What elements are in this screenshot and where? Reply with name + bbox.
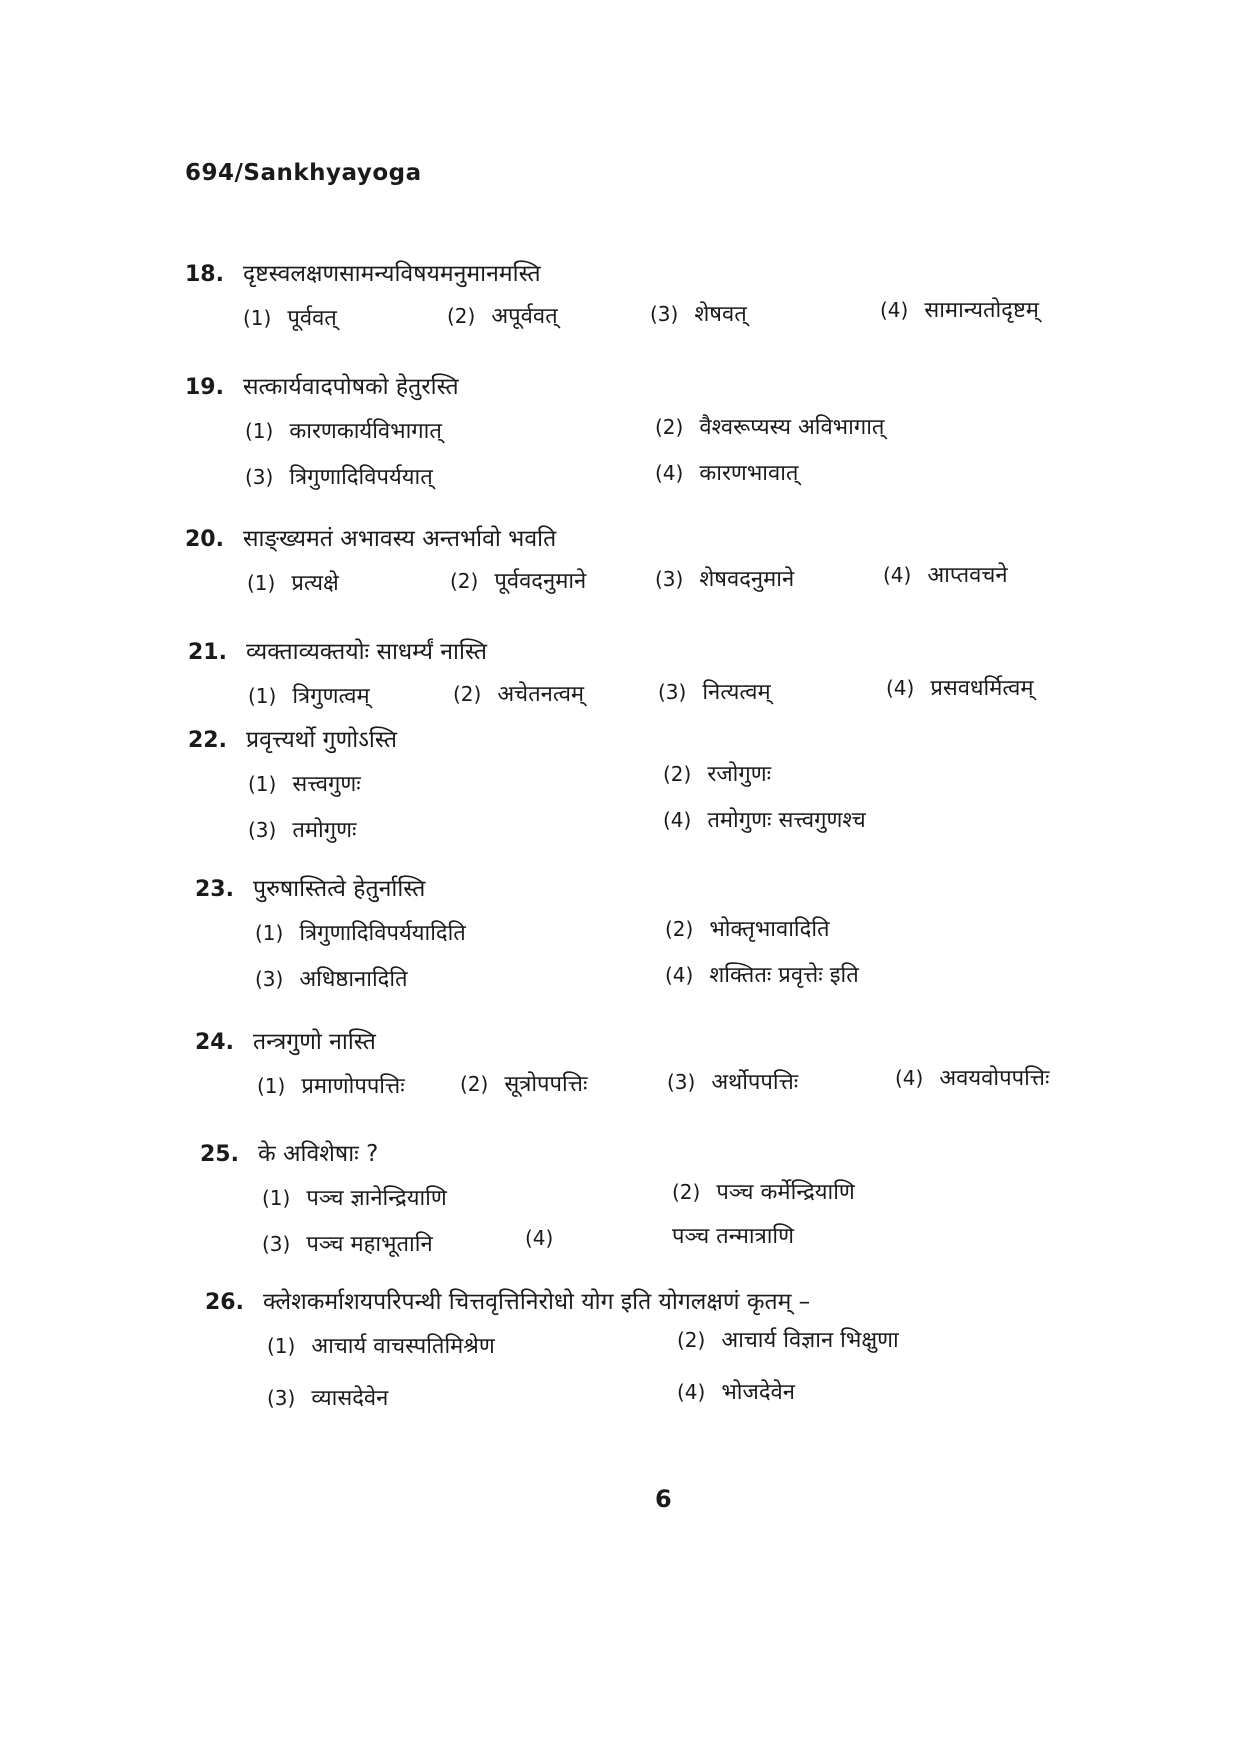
- question-number: 19.: [185, 375, 224, 400]
- option-text: त्रिगुणादिविपर्ययात्: [289, 465, 433, 490]
- question-text: तन्त्रगुणो नास्ति: [253, 1029, 376, 1055]
- option-num: (3): [245, 465, 274, 489]
- option-2: [447, 300, 558, 330]
- option-text: अपूर्ववत्: [491, 304, 558, 329]
- option-3: [655, 563, 794, 593]
- option-3: [667, 1066, 798, 1096]
- option-4: [880, 294, 1039, 324]
- option-num: (2): [672, 1180, 701, 1204]
- option-num: (2): [655, 415, 684, 439]
- option-text: शेषवत्: [694, 302, 747, 327]
- option-3: [248, 814, 356, 844]
- option-num: (2): [677, 1328, 706, 1352]
- option-1: [255, 917, 466, 947]
- option-num: (3): [255, 967, 284, 991]
- question-text: व्यक्ताव्यक्तयोः साधर्म्यं नास्ति: [246, 639, 488, 665]
- option-num: (4): [655, 461, 684, 485]
- option-num: (2): [663, 762, 692, 786]
- option-3: [267, 1382, 388, 1412]
- option-4: [883, 559, 1008, 589]
- option-1: [243, 302, 337, 332]
- option-2: [663, 758, 771, 788]
- page-number: 6: [655, 1485, 672, 1513]
- option-text: त्रिगुणत्वम्: [292, 684, 370, 709]
- option-num: (3): [658, 680, 687, 704]
- question-text: क्लेशकर्माशयपरिपन्थी चित्तवृत्तिनिरोधो योग इति योगलक्षणं कृतम् –: [263, 1289, 811, 1315]
- question-text: के अविशेषाः ?: [258, 1141, 379, 1167]
- option-1: [247, 567, 339, 597]
- option-text: पूर्ववत्: [287, 306, 337, 331]
- option-num: (2): [460, 1072, 489, 1096]
- page-header: 694/Sankhyayoga: [185, 160, 422, 186]
- option-4: [677, 1376, 795, 1406]
- option-text: प्रत्यक्षे: [291, 571, 339, 596]
- option-num: (4): [525, 1226, 554, 1250]
- option-text: पञ्च कर्मेन्द्रियाणि: [716, 1180, 855, 1205]
- option-num: (3): [262, 1232, 291, 1256]
- option-text: पञ्च ज्ञानेन्द्रियाणि: [306, 1186, 447, 1211]
- option-num: (1): [248, 684, 277, 708]
- option-num: (4): [895, 1066, 924, 1090]
- option-2: [672, 1176, 855, 1206]
- option-text: अधिष्ठानादिति: [299, 967, 408, 992]
- option-text: कारणकार्यविभागात्: [289, 419, 442, 444]
- option-4-text: पञ्च तन्मात्राणि: [672, 1224, 795, 1249]
- option-num: (4): [886, 676, 915, 700]
- option-num: (3): [267, 1386, 296, 1410]
- option-4: [655, 457, 798, 487]
- question-text: सत्कार्यवादपोषको हेतुरस्ति: [243, 374, 459, 400]
- question-number: 20.: [185, 527, 224, 552]
- option-text: तमोगुणः: [292, 818, 357, 843]
- option-num: (3): [650, 302, 679, 326]
- option-text: आप्तवचने: [927, 563, 1008, 588]
- option-2: [450, 565, 586, 595]
- option-text: सूत्रोपपत्तिः: [504, 1072, 588, 1097]
- option-num: (3): [655, 567, 684, 591]
- option-4: [886, 672, 1034, 702]
- option-text: प्रसवधर्मित्वम्: [930, 676, 1034, 701]
- option-text: रजोगुणः: [707, 762, 772, 787]
- option-text: शक्तितः प्रवृत्तेः इति: [709, 963, 859, 988]
- option-4: [663, 804, 866, 834]
- option-text: अर्थोपपत्तिः: [711, 1070, 799, 1095]
- option-3: [658, 676, 771, 706]
- option-2: [677, 1324, 899, 1354]
- option-3: [262, 1228, 433, 1258]
- option-2: [460, 1068, 587, 1098]
- option-num: (2): [450, 569, 479, 593]
- option-4: [895, 1062, 1049, 1092]
- option-text: भोजदेवेन: [721, 1380, 795, 1405]
- question-number: 21.: [188, 640, 227, 665]
- option-text: व्यासदेवेन: [311, 1386, 389, 1411]
- option-text: आचार्य विज्ञान भिक्षुणा: [721, 1328, 899, 1353]
- question-text: दृष्टस्वलक्षणसामन्यविषयमनुमानमस्ति: [243, 261, 541, 287]
- option-3: [650, 298, 747, 328]
- option-2: [655, 411, 884, 441]
- option-text: प्रमाणोपपत्तिः: [301, 1074, 405, 1099]
- option-num: (2): [447, 304, 476, 328]
- option-num: (2): [453, 682, 482, 706]
- option-1: [262, 1182, 447, 1212]
- option-num: (4): [883, 563, 912, 587]
- option-num: (2): [665, 917, 694, 941]
- option-text: त्रिगुणादिविपर्ययादिति: [299, 921, 466, 946]
- option-num: (4): [665, 963, 694, 987]
- option-num: (1): [248, 772, 277, 796]
- option-text: पूर्ववदनुमाने: [494, 569, 587, 594]
- option-text: सत्त्वगुणः: [292, 772, 361, 797]
- option-1: [245, 415, 442, 445]
- option-num: (3): [248, 818, 277, 842]
- question-text: पुरुषास्तित्वे हेतुर्नास्ति: [253, 876, 426, 902]
- option-text: आचार्य वाचस्पतिमिश्रेण: [311, 1334, 495, 1359]
- question-number: 26.: [205, 1290, 244, 1315]
- question-text: साङ्ख्यमतं अभावस्य अन्तर्भावो भवति: [243, 526, 557, 552]
- option-text: भोक्तृभावादिति: [709, 917, 830, 942]
- option-4: [525, 1226, 569, 1251]
- question-number: 24.: [195, 1030, 234, 1055]
- option-num: (4): [663, 808, 692, 832]
- option-num: (1): [257, 1074, 286, 1098]
- option-1: [267, 1330, 495, 1360]
- question-number: 22.: [188, 728, 227, 753]
- option-1: [257, 1070, 405, 1100]
- option-text: सामान्यतोदृष्टम्: [924, 298, 1039, 323]
- option-4: [665, 959, 859, 989]
- option-2: [453, 678, 584, 708]
- option-text: तमोगुणः सत्त्वगुणश्च: [707, 808, 866, 833]
- option-1: [248, 680, 370, 710]
- option-num: (4): [677, 1380, 706, 1404]
- option-num: (4): [880, 298, 909, 322]
- option-num: (1): [255, 921, 284, 945]
- option-num: (1): [247, 571, 276, 595]
- question-text: प्रवृत्त्यर्थो गुणोऽस्ति: [246, 727, 397, 753]
- option-3: [245, 461, 433, 491]
- question-number: 25.: [200, 1142, 239, 1167]
- option-text: अचेतनत्वम्: [497, 682, 585, 707]
- option-num: (1): [262, 1186, 291, 1210]
- question-number: 23.: [195, 877, 234, 902]
- option-text: वैश्वरूप्यस्य अविभागात्: [699, 415, 885, 440]
- option-num: (1): [243, 306, 272, 330]
- option-text: नित्यत्वम्: [702, 680, 771, 705]
- option-text: कारणभावात्: [699, 461, 799, 486]
- option-num: (1): [245, 419, 274, 443]
- option-text: अवयवोपपत्तिः: [939, 1066, 1050, 1091]
- option-1: [248, 768, 361, 798]
- option-num: (1): [267, 1334, 296, 1358]
- option-text: पञ्च महाभूतानि: [306, 1232, 433, 1257]
- option-3: [255, 963, 408, 993]
- option-num: (3): [667, 1070, 696, 1094]
- question-number: 18.: [185, 262, 224, 287]
- option-text: शेषवदनुमाने: [699, 567, 795, 592]
- option-2: [665, 913, 830, 943]
